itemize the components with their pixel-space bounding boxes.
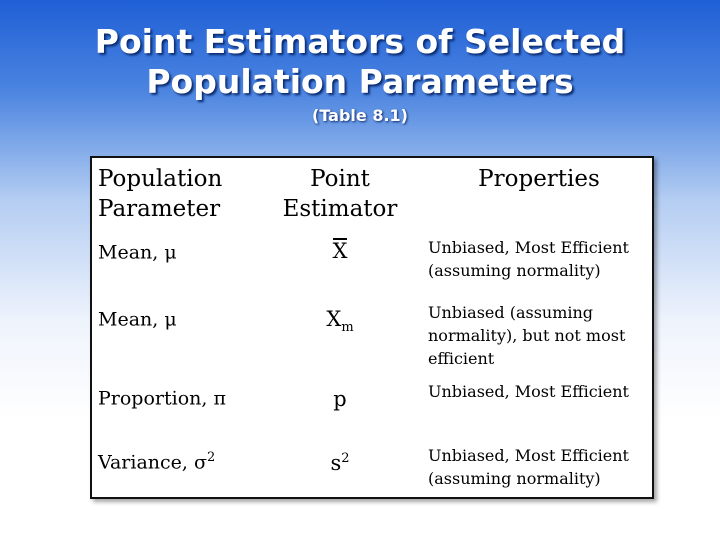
row4-properties — [428, 444, 650, 490]
estimators-table — [90, 156, 654, 499]
row1-properties — [428, 236, 650, 282]
slide-title — [0, 22, 720, 102]
slide-title-line1: Point Estimators of Selected — [94, 22, 626, 61]
row3-estimator — [262, 382, 418, 421]
row2-prop-line3: efficient — [428, 349, 495, 368]
header-population-parameter — [98, 164, 222, 224]
row3-prop-line1: Unbiased, Most Efficient — [428, 382, 629, 401]
header-est-line1: Point — [310, 166, 370, 192]
slide-subtitle: (Table 8.1) — [312, 106, 408, 125]
row3-param-text: Proportion, — [98, 387, 214, 410]
row1-prop-line1: Unbiased, Most Efficient — [428, 238, 629, 257]
row1-prop-line2: (assuming normality) — [428, 261, 601, 280]
row4-param-symbol: σ — [194, 451, 207, 474]
row3-est-main: p — [333, 387, 347, 411]
row4-est-sup: 2 — [341, 451, 350, 466]
header-properties: Properties — [478, 166, 600, 192]
row3-param-symbol: π — [213, 387, 226, 410]
header-param-line1: Population — [98, 166, 223, 192]
row4-prop-line1: Unbiased, Most Efficient — [428, 446, 629, 465]
header-est-line2: Estimator — [282, 196, 398, 222]
row2-estimator — [262, 302, 418, 341]
slide-title-line2: Population Parameters — [146, 62, 574, 101]
row1-param-symbol: μ — [164, 241, 177, 264]
row3-parameter — [98, 382, 226, 410]
row2-parameter — [98, 303, 177, 331]
row1-estimator — [262, 234, 418, 273]
row4-estimator — [262, 446, 418, 485]
row2-est-sub: m — [341, 320, 354, 336]
row1-est-main: X — [332, 239, 348, 263]
row4-param-text: Variance, — [98, 451, 194, 474]
header-point-estimator — [262, 164, 418, 224]
header-param-line2: Parameter — [98, 196, 221, 222]
row4-param-sup: 2 — [206, 450, 216, 465]
row2-param-text: Mean, — [98, 308, 165, 331]
row2-properties — [428, 301, 650, 370]
row2-param-symbol: μ — [164, 308, 177, 331]
row3-properties — [428, 380, 650, 403]
row4-parameter — [98, 446, 215, 474]
row1-param-text: Mean, — [98, 241, 165, 264]
row2-est-main: X — [326, 307, 342, 331]
row2-prop-line1: Unbiased (assuming — [428, 303, 594, 322]
row2-prop-line2: normality), but not most — [428, 326, 626, 345]
row1-parameter — [98, 236, 177, 264]
row4-prop-line2: (assuming normality) — [428, 469, 601, 488]
row4-est-main: s — [330, 451, 342, 475]
